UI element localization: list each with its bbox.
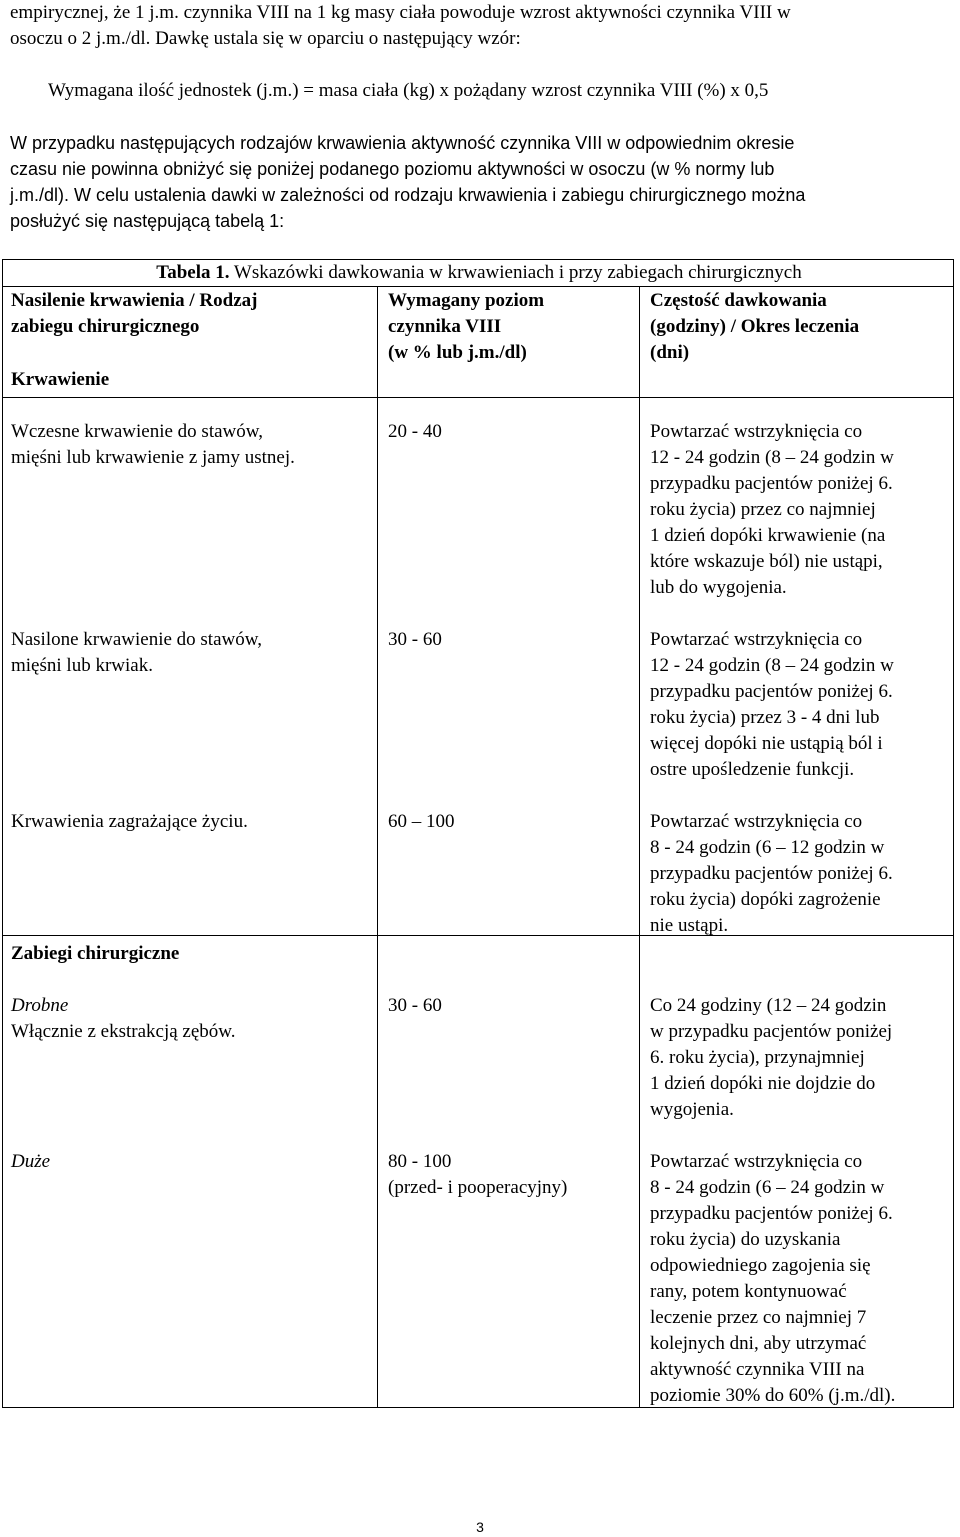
- para2-line-2: czasu nie powinna obniżyć się poniżej podanego poziomu aktywności w osoczu (w % normy lub: [10, 159, 775, 179]
- para2-line-3: j.m./dl). W celu ustalenia dawki w zależności od rodzaju krwawienia i zabiegu chirurgicznego można: [10, 185, 806, 205]
- row2-freq-line: 12 - 24 godzin (8 – 24 godzin w: [650, 655, 894, 676]
- row2-type-line: Nasilone krwawienie do stawów,: [11, 629, 262, 650]
- row5-freq-line: Powtarzać wstrzyknięcia co: [650, 1151, 863, 1172]
- row4-type: [11, 993, 236, 1045]
- row5-freq-line: aktywność czynnika VIII na: [650, 1359, 865, 1380]
- header-col3-line: (godziny) / Okres leczenia: [650, 316, 860, 337]
- row5-type-italic: Duże: [11, 1151, 51, 1172]
- header-col2-line: Wymagany poziom: [388, 290, 545, 311]
- row5-level-line: (przed- i pooperacyjny): [388, 1177, 568, 1198]
- header-col1-line: zabiegu chirurgicznego: [11, 316, 200, 337]
- header-col2-line: (w % lub j.m./dl): [388, 342, 527, 363]
- row1-level: [388, 419, 442, 445]
- row5-level: [388, 1149, 567, 1201]
- row5-freq-line: odpowiedniego zagojenia się: [650, 1255, 871, 1276]
- row4-type-italic: Drobne: [11, 995, 69, 1016]
- table-caption-text: Wskazówki dawkowania w krwawieniach i przy zabiegach chirurgicznych: [229, 262, 802, 283]
- row4-type-line: Włącznie z ekstrakcją zębów.: [11, 1021, 236, 1042]
- row4-freq-line: 1 dzień dopóki nie dojdzie do: [650, 1073, 876, 1094]
- row5-type: [11, 1149, 50, 1175]
- page-number: 3: [476, 1519, 484, 1535]
- header-top-rule: [3, 286, 953, 287]
- row4-freq-line: wygojenia.: [650, 1099, 734, 1120]
- row5-freq-line: poziomie 30% do 60% (j.m./dl).: [650, 1385, 896, 1406]
- row3-freq-line: Powtarzać wstrzyknięcia co: [650, 811, 863, 832]
- row5-freq-line: kolejnych dni, aby utrzymać: [650, 1333, 867, 1354]
- para2-line-1: W przypadku następujących rodzajów krwawienia aktywność czynnika VIII w odpowiednim okresie: [10, 133, 795, 153]
- header-col1-line: Nasilenie krwawienia / Rodzaj: [11, 290, 258, 311]
- dose-formula: Wymagana ilość jednostek (j.m.) = masa ciała (kg) x pożądany wzrost czynnika VIII (%) x 0,5: [48, 80, 769, 101]
- row3-type-line: Krwawienia zagrażające życiu.: [11, 811, 248, 832]
- row1-frequency: [650, 419, 894, 601]
- row5-freq-line: rany, potem kontynuować: [650, 1281, 847, 1302]
- intro-line-2: osoczu o 2 j.m./dl. Dawkę ustala się w oparciu o następujący wzór:: [10, 28, 521, 49]
- row1-freq-line: lub do wygojenia.: [650, 577, 787, 598]
- row1-freq-line: 1 dzień dopóki krwawienie (na: [650, 525, 886, 546]
- row4-freq-line: Co 24 godziny (12 – 24 godzin: [650, 995, 887, 1016]
- row2-type-line: mięśni lub krwiak.: [11, 655, 153, 676]
- row4-freq-line: 6. roku życia), przynajmniej: [650, 1047, 865, 1068]
- row5-freq-line: leczenie przez co najmniej 7: [650, 1307, 867, 1328]
- header-col1: [11, 288, 257, 340]
- row2-level: [388, 627, 442, 653]
- row3-freq-line: przypadku pacjentów poniżej 6.: [650, 863, 893, 884]
- intro-line-1: empirycznej, że 1 j.m. czynnika VIII na 1 kg masy ciała powoduje wzrost aktywności czynnika VIII w: [10, 2, 791, 23]
- section-heading-surgery: Zabiegi chirurgiczne: [11, 943, 180, 964]
- row5-level-line: 80 - 100: [388, 1151, 452, 1172]
- row2-freq-line: ostre upośledzenie funkcji.: [650, 759, 855, 780]
- row1-freq-line: które wskazuje ból) nie ustąpi,: [650, 551, 883, 572]
- row4-freq-line: w przypadku pacjentów poniżej: [650, 1021, 893, 1042]
- row4-frequency: [650, 993, 892, 1123]
- row3-freq-line: nie ustąpi.: [650, 915, 729, 936]
- row3-freq-line: roku życia) dopóki zagrożenie: [650, 889, 881, 910]
- section-rule-1: [3, 397, 953, 398]
- row5-freq-line: 8 - 24 godzin (6 – 24 godzin w: [650, 1177, 885, 1198]
- row1-freq-line: Powtarzać wstrzyknięcia co: [650, 421, 863, 442]
- row3-type: [11, 809, 248, 835]
- para2-line-4: posłużyć się następującą tabelą 1:: [10, 211, 285, 231]
- table-caption-label: Tabela 1.: [156, 262, 230, 283]
- row1-freq-line: przypadku pacjentów poniżej 6.: [650, 473, 893, 494]
- table-caption: [3, 260, 955, 286]
- row2-type: [11, 627, 262, 679]
- header-col3-line: Częstość dawkowania: [650, 290, 827, 311]
- dosing-table: [2, 259, 954, 1408]
- row1-level-line: 20 - 40: [388, 421, 442, 442]
- row3-freq-line: 8 - 24 godzin (6 – 12 godzin w: [650, 837, 885, 858]
- row3-level: [388, 809, 455, 835]
- row1-type: [11, 419, 295, 471]
- header-col2-line: czynnika VIII: [388, 316, 502, 337]
- header-col3-line: (dni): [650, 342, 690, 363]
- row4-level-line: 30 - 60: [388, 995, 442, 1016]
- row5-freq-line: przypadku pacjentów poniżej 6.: [650, 1203, 893, 1224]
- column-rule-1: [377, 286, 378, 1407]
- row4-level: [388, 993, 442, 1019]
- row2-frequency: [650, 627, 894, 783]
- row1-type-line: Wczesne krwawienie do stawów,: [11, 421, 264, 442]
- row2-freq-line: przypadku pacjentów poniżej 6.: [650, 681, 893, 702]
- row2-freq-line: Powtarzać wstrzyknięcia co: [650, 629, 863, 650]
- section-heading-bleeding: Krwawienie: [11, 369, 110, 390]
- row1-freq-line: roku życia) przez co najmniej: [650, 499, 876, 520]
- row5-frequency: [650, 1149, 895, 1409]
- row3-level-line: 60 – 100: [388, 811, 455, 832]
- header-col2: [388, 288, 544, 366]
- row3-frequency: [650, 809, 893, 939]
- row1-freq-line: 12 - 24 godzin (8 – 24 godzin w: [650, 447, 894, 468]
- row1-type-line: mięśni lub krwawienie z jamy ustnej.: [11, 447, 295, 468]
- row2-freq-line: roku życia) przez 3 - 4 dni lub: [650, 707, 880, 728]
- row2-freq-line: więcej dopóki nie ustąpią ból i: [650, 733, 883, 754]
- column-rule-2: [639, 286, 640, 1407]
- row5-freq-line: roku życia) do uzyskania: [650, 1229, 841, 1250]
- header-col3: [650, 288, 859, 366]
- row2-level-line: 30 - 60: [388, 629, 442, 650]
